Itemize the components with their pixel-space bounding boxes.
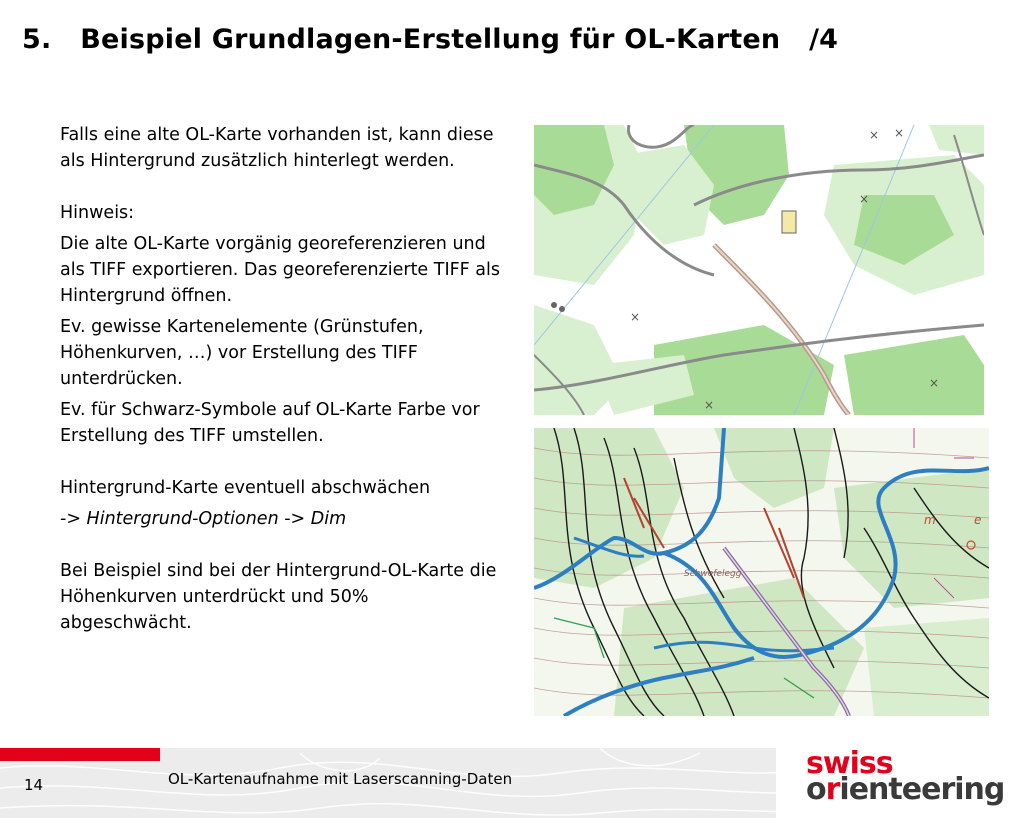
svg-text:×: × [929, 376, 940, 390]
dim-path [60, 506, 505, 532]
dimmed-background-map-image [534, 428, 989, 716]
old-ol-map-image [534, 125, 984, 415]
logo-ienteering: ienteering [839, 772, 1005, 807]
body-text [60, 122, 505, 636]
logo-o: o [806, 772, 826, 807]
logo-r: r [825, 772, 840, 807]
svg-text:m: m [924, 513, 936, 527]
svg-text:×: × [859, 192, 870, 206]
svg-text:×: × [630, 310, 641, 324]
hint-paragraph-1: Die alte OL-Karte vorgänig georeferenzieren und als TIFF exportieren. Das georeferenzierte TIFF als Hintergrund öffnen. [60, 234, 501, 306]
dim-path-arrow-2: -> [278, 509, 311, 529]
svg-text:×: × [869, 128, 880, 142]
dim-path-dim: Dim [310, 509, 347, 529]
dim-line: Hintergrund-Karte eventuell abschwächen [60, 478, 431, 498]
footer-title: OL-Kartenaufnahme mit Laserscanning-Daten [168, 770, 513, 788]
svg-text:×: × [704, 398, 715, 412]
svg-text:Schwefelegg: Schwefelegg [684, 569, 742, 579]
hint-label: Hinweis: [60, 203, 135, 223]
hint-paragraph-3: Ev. für Schwarz-Symbole auf OL-Karte Farbe vor Erstellung des TIFF umstellen. [60, 400, 480, 446]
swiss-orienteering-logo [776, 748, 1020, 818]
hint-paragraph-2: Ev. gewisse Kartenelemente (Grünstufen, Höhenkurven, …) vor Erstellung des TIFF unterdrücken. [60, 317, 424, 389]
footer-red-bar [0, 748, 160, 761]
logo-line-2 [806, 772, 1004, 807]
slide-title: 5. Beispiel Grundlagen-Erstellung für OL-Karten /4 [22, 24, 839, 55]
page-number: 14 [24, 776, 44, 794]
dim-path-options: Hintergrund-Optionen [86, 509, 279, 529]
logo-line-1: swiss [806, 746, 893, 781]
svg-text:e: e [974, 513, 982, 527]
dim-path-arrow-1: -> [60, 509, 87, 529]
svg-text:×: × [894, 126, 905, 140]
intro-paragraph: Falls eine alte OL-Karte vorhanden ist, kann diese als Hintergrund zusätzlich hinterlegt werden. [60, 125, 494, 171]
example-paragraph: Bei Beispiel sind bei der Hintergrund-OL-Karte die Höhenkurven unterdrückt und 50% abgeschwächt. [60, 561, 497, 633]
